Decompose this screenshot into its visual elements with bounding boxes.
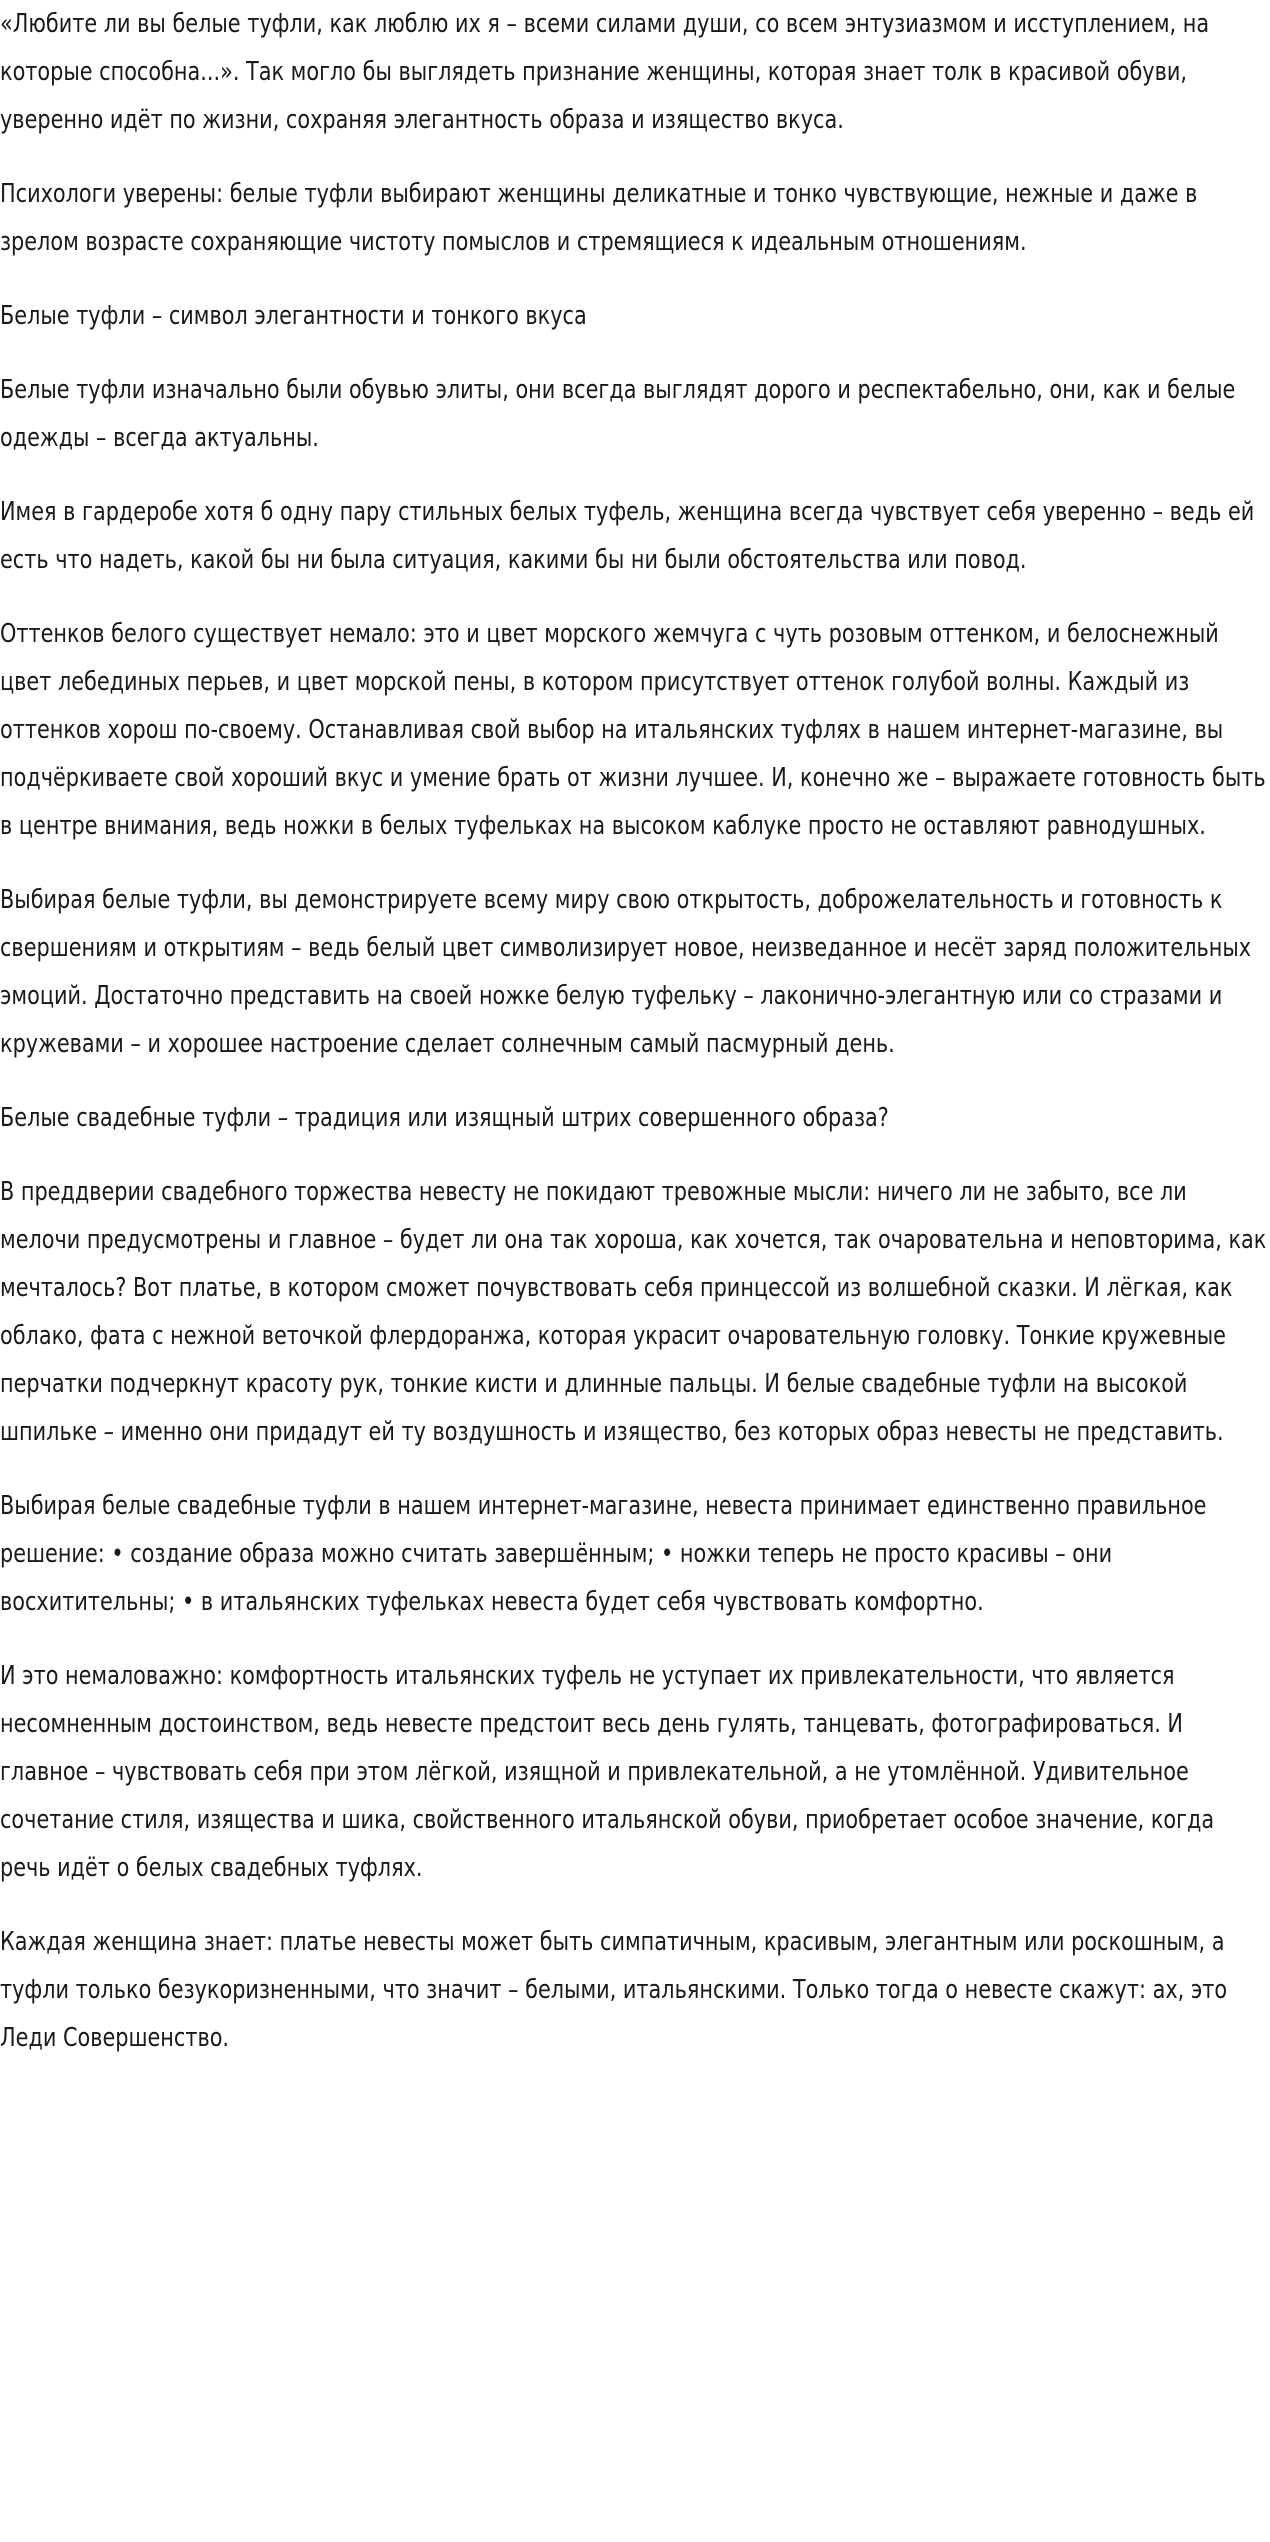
subheading-wedding: Белые свадебные туфли – традиция или изящный штрих совершенного образа? bbox=[0, 1103, 889, 1133]
paragraph-elite: Белые туфли изначально были обувью элиты, они всегда выглядят дорого и респектабельно, они, как и белые одежды – всегда актуальны. bbox=[0, 375, 1236, 453]
paragraph-conclusion: Каждая женщина знает: платье невесты может быть симпатичным, красивым, элегантным или роскошным, а туфли только безукоризненными, что значит – белыми, итальянскими. Только тогда о невесте скажут: ах, это Леди Совершенство. bbox=[0, 1927, 1228, 2053]
paragraph-intro: «Любите ли вы белые туфли, как люблю их я – всеми силами души, со всем энтузиазмом и исступлением, на которые способна...». Так могло бы выглядеть признание женщины, которая знает толк в красивой обуви, уверенно идёт по жизни, сохраняя элегантность образа и изящество вкуса. bbox=[0, 9, 1210, 135]
paragraph-psychologists: Психологи уверены: белые туфли выбирают женщины деликатные и тонко чувствующие, нежные и даже в зрелом возрасте сохраняющие чистоту помыслов и стремящиеся к идеальным отношениям. bbox=[0, 179, 1198, 257]
paragraph-comfort: И это немаловажно: комфортность итальянских туфель не уступает их привлекательности, что является несомненным достоинством, ведь невесте предстоит весь день гулять, танцевать, фотографироваться. И главное – чувствовать себя при этом лёгкой, изящной и привлекательной, а не утомлённой. Удивительное сочетание стиля, изящества и шика, свойственного итальянской обуви, приобретает особое значение, когда речь идёт о белых свадебных туфлях. bbox=[0, 1661, 1215, 1883]
paragraph-wardrobe: Имея в гардеробе хотя б одну пару стильных белых туфель, женщина всегда чувствует себя уверенно – ведь ей есть что надеть, какой бы ни была ситуация, какими бы ни были обстоятельства или повод. bbox=[0, 497, 1255, 575]
paragraph-shades: Оттенков белого существует немало: это и цвет морского жемчуга с чуть розовым оттенком, и белоснежный цвет лебединых перьев, и цвет морской пены, в котором присутствует оттенок голубой волны. Каждый из оттенков хорош по-своему. Останавливая свой выбор на итальянских туфлях в нашем интернет-магазине, вы подчёркиваете свой хороший вкус и умение брать от жизни лучшее. И, конечно же – выражаете готовность быть в центре внимания, ведь ножки в белых туфельках на высоком каблуке просто не оставляют равнодушных. bbox=[0, 619, 1266, 841]
paragraph-bride: В преддверии свадебного торжества невесту не покидают тревожные мысли: ничего ли не забыто, все ли мелочи предусмотрены и главное – будет ли она так хороша, как хочется, так очаровательна и неповторима, как мечталось? Вот платье, в котором сможет почувствовать себя принцессой из волшебной сказки. И лёгкая, как облако, фата с нежной веточкой флердоранжа, которая украсит очаровательную головку. Тонкие кружевные перчатки подчеркнут красоту рук, тонкие кисти и длинные пальцы. И белые свадебные туфли на высокой шпильке – именно они придадут ей ту воздушность и изящество, без которых образ невесты не представить. bbox=[0, 1177, 1267, 1447]
paragraph-choice: Выбирая белые свадебные туфли в нашем интернет-магазине, невеста принимает единственно правильное решение: • создание образа можно считать завершённым; • ножки теперь не просто красивы – они восхитительны; • в итальянских туфельках невеста будет себя чувствовать комфортно. bbox=[0, 1491, 1207, 1617]
subheading-elegance: Белые туфли – символ элегантности и тонкого вкуса bbox=[0, 301, 587, 331]
paragraph-openness: Выбирая белые туфли, вы демонстрируете всему миру свою открытость, доброжелательность и готовность к свершениям и открытиям – ведь белый цвет символизирует новое, неизведанное и несёт заряд положительных эмоций. Достаточно представить на своей ножке белую туфельку – лаконично-элегантную или со стразами и кружевами – и хорошее настроение сделает солнечным самый пасмурный день. bbox=[0, 885, 1252, 1059]
